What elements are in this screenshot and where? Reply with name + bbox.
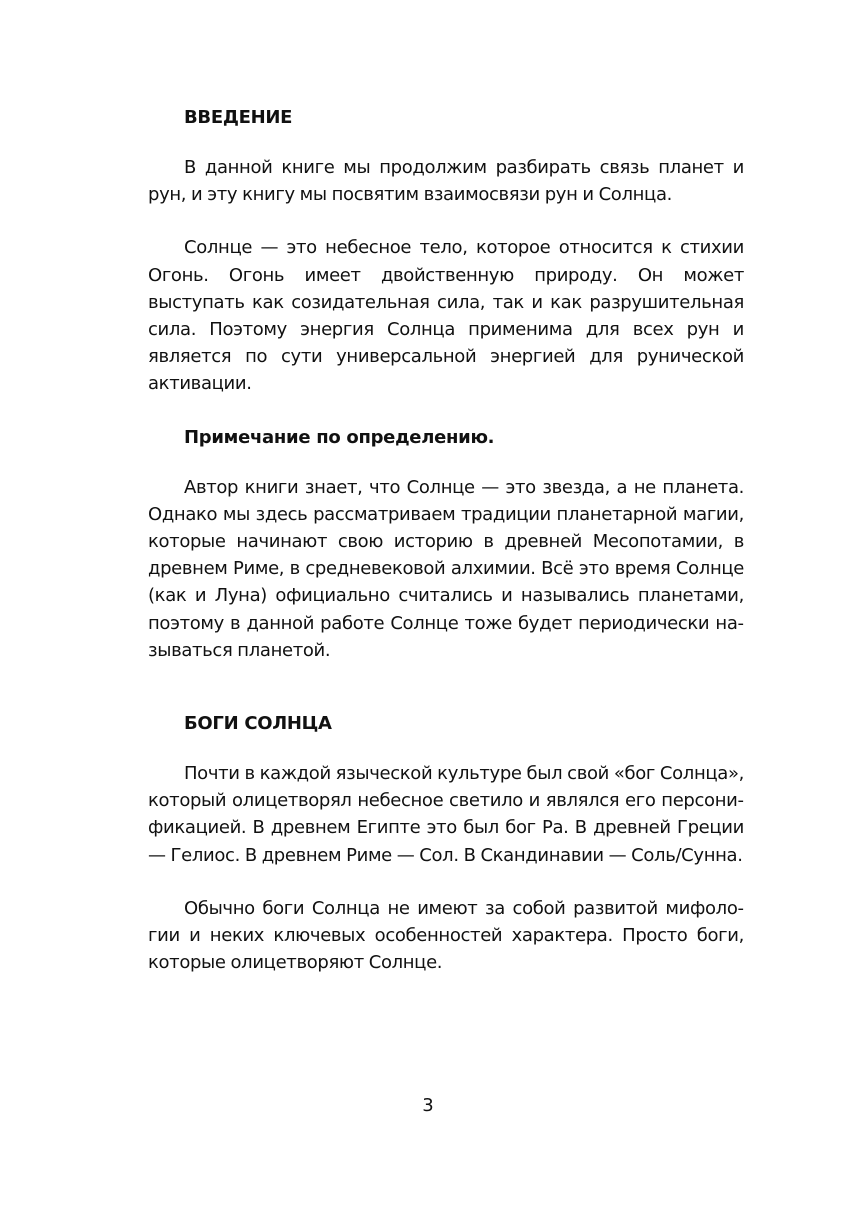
page-number: 3 bbox=[422, 1095, 434, 1116]
intro-heading: ВВЕДЕНИЕ bbox=[184, 107, 293, 128]
gods-paragraph-2: Обычно боги Солнца не имеют за собой развитой мифологии и неких ключевых особенностей характера. Просто боги, которые олицетворяют Солнце. bbox=[148, 897, 744, 974]
intro-paragraph-2: Солнце — это небесное тело, которое относится к стихии Огонь. Огонь имеет двойственную природу. Он может выступать как созидательная сила, так и как разрушительная сила. Поэтому энергия Солнца применима для всех рун и является по сути универсальной энергией для рунической активации. bbox=[148, 237, 744, 395]
gods-paragraph-1: Почти в каждой языческой культуре был свой «бог Солнца», который олицетворял небесное светило и являлся его персонификацией. В древнем Египте это был бог Ра. В древней Греции — Гелиос. В древнем Риме — Сол. В Скандинавии — Соль/Сунна. bbox=[148, 763, 744, 866]
note-paragraph: Автор книги знает, что Солнце — это звезда, а не планета. Однако мы здесь рассматриваем традиции планетарной магии, которые начинают свою историю в древней Месопотамии, в древнем Риме, в средневековой алхимии. Всё это время Солнце (как и Луна) официально считались и назывались планетами, поэтому в данной работе Солнце тоже будет периодически называться планетой. bbox=[148, 476, 744, 661]
page-body bbox=[148, 104, 744, 976]
note-heading: Примечание по определению. bbox=[184, 426, 495, 448]
gods-heading: БОГИ СОЛНЦА bbox=[184, 713, 332, 735]
intro-paragraph-1: В данной книге мы продолжим разбирать связь планет и рун, и эту книгу мы посвятим взаимосвязи рун и Солнца. bbox=[148, 157, 744, 206]
